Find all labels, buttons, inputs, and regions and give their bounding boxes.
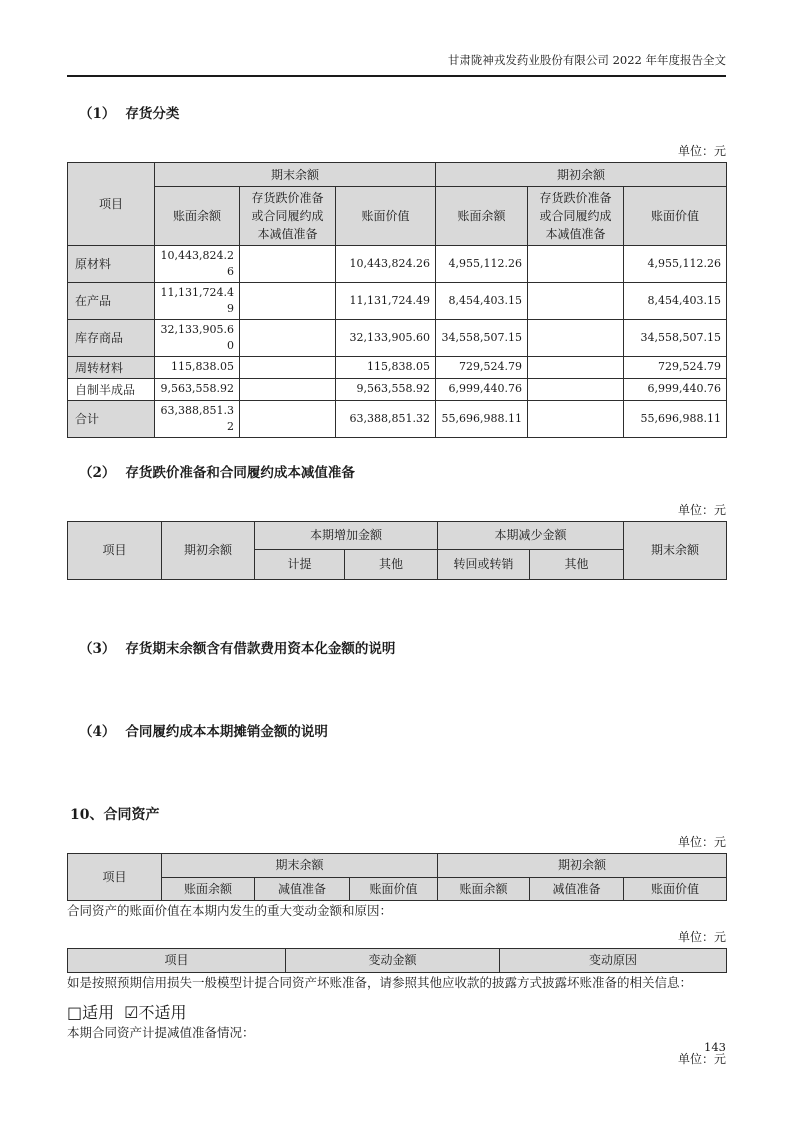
header-reversal: 转回或转销 — [438, 549, 530, 579]
table-cell: 9,563,558.92 — [155, 378, 240, 400]
header-item: 项目 — [68, 163, 155, 246]
row-label: 自制半成品 — [68, 378, 155, 400]
table-cell: 55,696,988.11 — [436, 400, 528, 437]
header-book-balance: 账面余额 — [436, 187, 528, 246]
contract-asset-change-note: 合同资产的账面价值在本期内发生的重大变动金额和原因： — [67, 902, 393, 918]
page-number: 143 — [704, 1040, 726, 1054]
document-title: 甘肃陇神戎发药业股份有限公司 2022 年年度报告全文 — [447, 53, 726, 67]
table-row — [68, 282, 727, 319]
table-cell — [240, 356, 336, 378]
row-label: 周转材料 — [68, 356, 155, 378]
section-number: （3） — [79, 640, 116, 657]
table-cell — [528, 246, 624, 283]
table-cell — [528, 378, 624, 400]
row-label: 原材料 — [68, 246, 155, 283]
table-row — [68, 319, 727, 356]
table-cell: 10,443,824.26 — [336, 246, 436, 283]
table-cell: 8,454,403.15 — [624, 282, 727, 319]
table-cell: 4,955,112.26 — [624, 246, 727, 283]
section-title: 合同资产 — [103, 806, 160, 823]
table-cell: 10,443,824.26 — [155, 246, 240, 283]
applicability-options — [67, 1000, 726, 1023]
header-ending-balance-group: 期末余额 — [155, 163, 436, 187]
table-cell: 32,133,905.60 — [336, 319, 436, 356]
table-cell: 32,133,905.60 — [155, 319, 240, 356]
section-heading-contract-cost-amortization — [67, 720, 726, 740]
document-header — [67, 0, 726, 77]
header-change-amount: 变动金额 — [286, 948, 500, 972]
unit-label: 单位：元 — [677, 1051, 726, 1066]
header-item: 项目 — [68, 853, 162, 900]
header-other: 其他 — [345, 549, 438, 579]
header-increase-group: 本期增加金额 — [255, 521, 438, 549]
section-number: （2） — [79, 464, 116, 481]
header-book-balance: 账面余额 — [438, 877, 530, 900]
table-row — [68, 246, 727, 283]
header-book-balance: 账面余额 — [155, 187, 240, 246]
applicable-checkbox-option: □适用 — [67, 1002, 115, 1022]
unit-label: 单位：元 — [677, 929, 726, 944]
table-cell: 55,696,988.11 — [624, 400, 727, 437]
row-label: 库存商品 — [68, 319, 155, 356]
table-cell: 8,454,403.15 — [436, 282, 528, 319]
header-accrual: 计提 — [255, 549, 345, 579]
inventory-table — [67, 162, 727, 438]
header-ending-balance-group: 期末余额 — [162, 853, 438, 877]
header-beginning-balance-group: 期初余额 — [436, 163, 727, 187]
table-cell: 729,524.79 — [624, 356, 727, 378]
header-beginning-balance: 期初余额 — [162, 521, 255, 579]
section-number: （1） — [79, 106, 116, 122]
not-applicable-checkbox-option: ☑不适用 — [124, 1002, 187, 1022]
table-cell: 6,999,440.76 — [436, 378, 528, 400]
table-cell: 11,131,724.49 — [336, 282, 436, 319]
table-cell: 115,838.05 — [336, 356, 436, 378]
header-impairment-provision: 减值准备 — [530, 877, 624, 900]
bad-debt-disclosure-note: 如是按照预期信用损失一般模型计提合同资产坏账准备，请参照其他应收款的披露方式披露坏账准备的相关信息： — [67, 974, 693, 990]
table-cell: 9,563,558.92 — [336, 378, 436, 400]
section-heading-inventory-classification — [67, 102, 726, 122]
section-heading-impairment-provision — [67, 461, 726, 481]
table-cell — [240, 282, 336, 319]
table-cell: 63,388,851.32 — [336, 400, 436, 437]
row-label: 合计 — [68, 400, 155, 437]
header-book-value: 账面价值 — [624, 187, 727, 246]
header-item: 项目 — [68, 521, 162, 579]
table-row — [68, 378, 727, 400]
section-title: 存货期末余额含有借款费用资本化金额的说明 — [125, 640, 396, 657]
header-ending-balance: 期末余额 — [624, 521, 727, 579]
provision-status-note: 本期合同资产计提减值准备情况： — [67, 1024, 255, 1040]
table-cell — [240, 319, 336, 356]
table-cell: 63,388,851.32 — [155, 400, 240, 437]
section-title: 存货跌价准备和合同履约成本减值准备 — [125, 464, 355, 481]
header-beginning-balance-group: 期初余额 — [438, 853, 727, 877]
section-number: 10、 — [70, 806, 104, 823]
table-row-total — [68, 400, 727, 437]
table-cell — [528, 356, 624, 378]
section-title: 存货分类 — [125, 106, 180, 122]
header-book-value: 账面价值 — [624, 877, 727, 900]
table-cell — [240, 400, 336, 437]
table-cell: 34,558,507.15 — [436, 319, 528, 356]
impairment-provision-table — [67, 521, 727, 580]
section-heading-contract-assets — [67, 804, 726, 824]
table-cell: 729,524.79 — [436, 356, 528, 378]
section-title: 合同履约成本本期摊销金额的说明 — [125, 723, 328, 740]
header-item: 项目 — [68, 948, 286, 972]
change-table — [67, 948, 727, 973]
header-impairment-provision: 存货跌价准备或合同履约成本减值准备 — [528, 187, 624, 246]
table-cell: 11,131,724.49 — [155, 282, 240, 319]
row-label: 在产品 — [68, 282, 155, 319]
unit-label: 单位：元 — [677, 502, 726, 517]
header-impairment-provision: 存货跌价准备或合同履约成本减值准备 — [240, 187, 336, 246]
table-cell — [528, 400, 624, 437]
table-cell: 34,558,507.15 — [624, 319, 727, 356]
header-book-value: 账面价值 — [350, 877, 438, 900]
table-cell: 6,999,440.76 — [624, 378, 727, 400]
table-cell — [528, 319, 624, 356]
header-other: 其他 — [530, 549, 624, 579]
header-impairment-provision: 减值准备 — [255, 877, 350, 900]
table-cell: 115,838.05 — [155, 356, 240, 378]
section-number: （4） — [79, 723, 116, 740]
header-book-balance: 账面余额 — [162, 877, 255, 900]
contract-assets-table — [67, 853, 727, 901]
table-cell: 4,955,112.26 — [436, 246, 528, 283]
header-change-reason: 变动原因 — [500, 948, 727, 972]
table-cell — [240, 246, 336, 283]
header-decrease-group: 本期减少金额 — [438, 521, 624, 549]
table-row — [68, 356, 727, 378]
table-cell — [528, 282, 624, 319]
section-heading-capitalized-borrowing-costs — [67, 637, 726, 657]
unit-label: 单位：元 — [677, 834, 726, 849]
header-book-value: 账面价值 — [336, 187, 436, 246]
table-cell — [240, 378, 336, 400]
unit-label: 单位：元 — [677, 144, 726, 158]
